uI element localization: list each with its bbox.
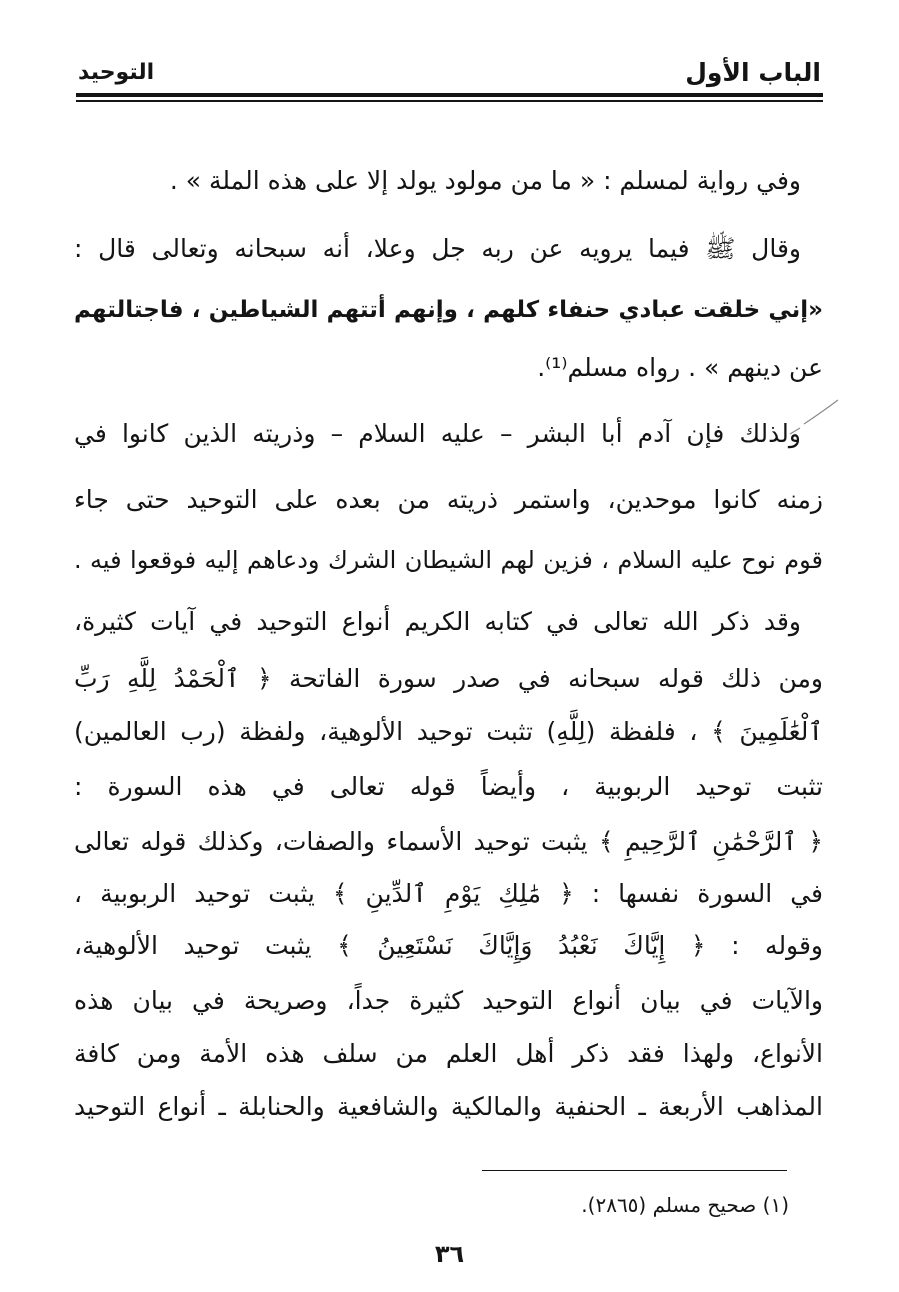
text-line-muslim-narration: وفي رواية لمسلم : « ما من مولود يولد إلا على هذه الملة » . (169, 166, 801, 195)
text-line: ﴿ ٱلرَّحْمَٰنِ ٱلرَّحِيمِ ﴾ يثبت توحيد الأسماء والصفات، وكذلك قوله تعالى (74, 827, 823, 856)
text-line: ومن ذلك قوله سبحانه في صدر سورة الفاتحة ﴿ ٱلْحَمْدُ لِلَّهِ رَبِّ (74, 664, 823, 693)
text-line: المذاهب الأربعة ـ الحنفية والمالكية والشافعية والحنابلة ـ أنواع التوحيد (74, 1092, 823, 1121)
header-chapter-title: الباب الأول (685, 58, 821, 87)
hadith-quote-line: «إني خلقت عبادي حنفاء كلهم ، وإنهم أتتهم الشياطين ، فاجتالتهم (74, 297, 823, 323)
header-rule-thick (76, 93, 823, 97)
text-line: وقال ﷺ فيما يرويه عن ربه جل وعلا، أنه سبحانه وتعالى قال : (74, 234, 801, 263)
text-line: وقوله : ﴿ إِيَّاكَ نَعْبُدُ وَإِيَّاكَ نَسْتَعِينُ ﴾ يثبت توحيد الألوهية، (74, 931, 823, 960)
text-line: ٱلْعَٰلَمِينَ ﴾ ، فلفظة (لِلَّهِ) تثبت توحيد الألوهية، ولفظة (رب العالمين) (74, 717, 823, 746)
header-topic-title: التوحيد (78, 60, 155, 85)
text-line: وقد ذكر الله تعالى في كتابه الكريم أنواع التوحيد في آيات كثيرة، (74, 607, 801, 636)
text-line: الأنواع، ولهذا فقد ذكر أهل العلم من سلف هذه الأمة ومن كافة (74, 1039, 823, 1068)
text-line: ولذلك فإن آدم أبا البشر – عليه السلام – وذريته الذين كانوا في (74, 419, 801, 448)
text-line: في السورة نفسها : ﴿ مَٰلِكِ يَوْمِ ٱلدِّينِ ﴾ يثبت توحيد الربوبية ، (74, 879, 823, 908)
text-line: قوم نوح عليه السلام ، فزين لهم الشيطان الشرك ودعاهم إليه فوقعوا فيه . (74, 546, 823, 574)
text-line: تثبت توحيد الربوبية ، وأيضاً قوله تعالى في هذه السورة : (74, 772, 823, 801)
header-rule-thin (76, 100, 823, 102)
running-header (78, 52, 821, 88)
margin-pencil-mark (784, 396, 844, 440)
text-line: والآيات في بيان أنواع التوحيد كثيرة جداً، وصريحة في بيان هذه (74, 986, 823, 1015)
footnote: (١) صحيح مسلم (٢٨٦٥). (581, 1193, 789, 1217)
page-number: ٣٦ (434, 1240, 465, 1268)
text-line: زمنه كانوا موحدين، واستمر ذريته من بعده على التوحيد حتى جاء (74, 485, 823, 514)
footnote-separator (482, 1170, 787, 1171)
text-line: عن دينهم » . رواه مسلم⁽¹⁾. (537, 353, 823, 382)
